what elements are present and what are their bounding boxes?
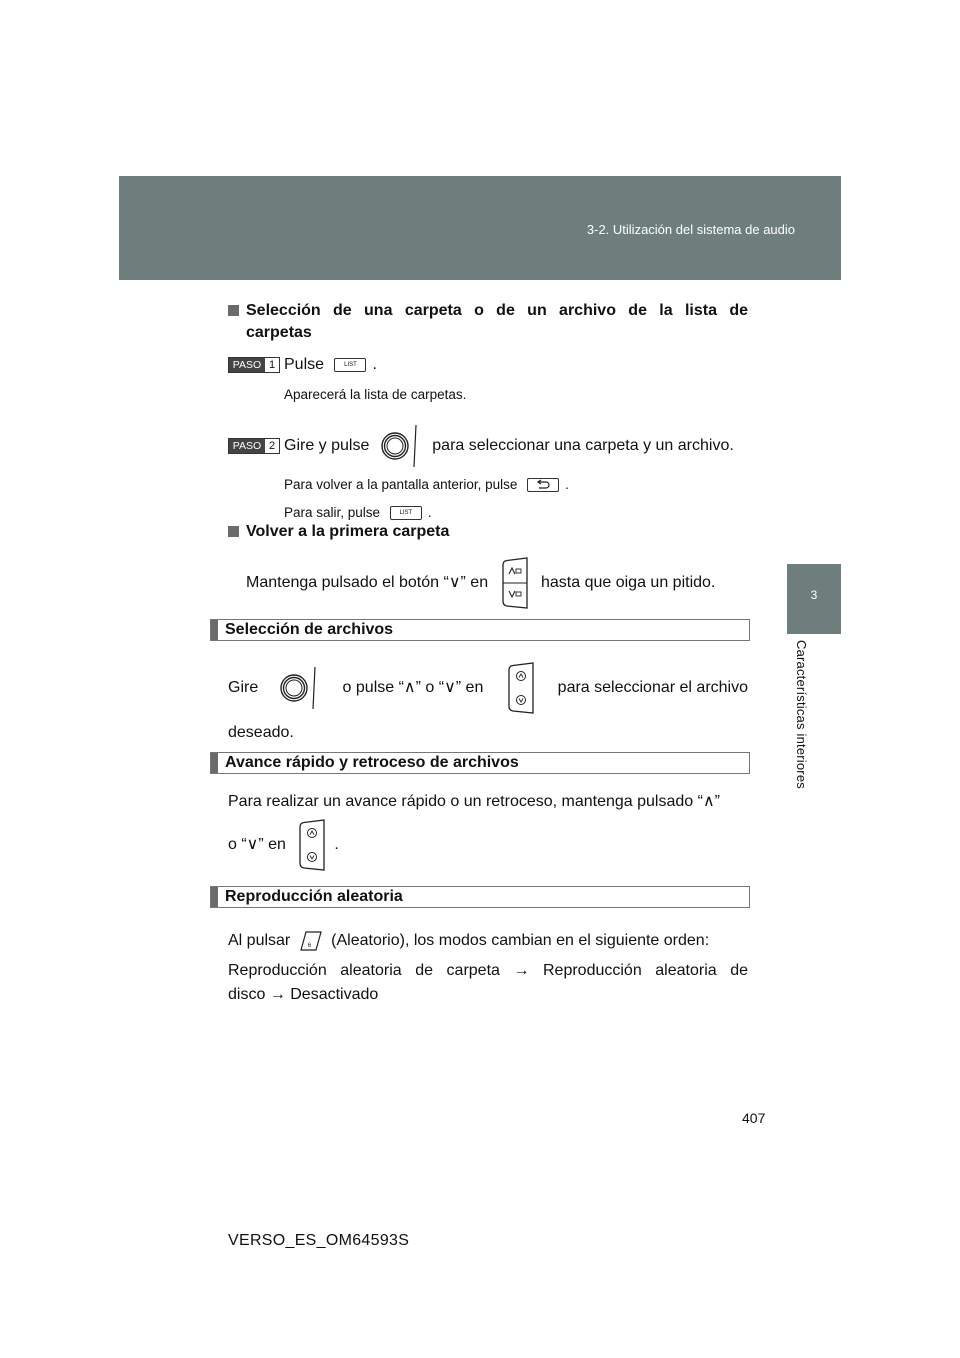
step-1-note: Aparecerá la lista de carpetas. [284,387,467,402]
step-2: PASO 2 Gire y pulse para seleccionar una carpeta y un archivo. [228,422,748,470]
fast-forward-line2: o “∨” en . [228,819,748,871]
list-button-icon: LIST [334,358,366,372]
random-line1: Al pulsar 6 (Aleatorio), los modos cambian en el siguiente orden: [228,928,748,954]
section-title: 3-2. Utilización del sistema de audio [586,222,795,237]
document-id: VERSO_ES_OM64593S [228,1232,410,1249]
section-bar-file-select [210,619,750,641]
section-title-random: Reproducción aleatoria [225,888,403,905]
step-1-badge [228,357,280,373]
section-bar-marker [211,753,218,773]
folder-select-heading-line1: Selección de una carpeta o de un archivo de la lista de [246,302,748,319]
preset-6-button-icon: 6 [299,930,323,952]
chapter-label-text: Características interiores [794,640,809,789]
section-bar-random [210,886,750,908]
chapter-label [794,640,834,870]
section-title-file-select: Selección de archivos [225,621,394,638]
file-select-line1: Gire o pulse “∧” o “∨” en para seleccionar el archivo [228,660,748,716]
square-bullet-icon [228,305,239,316]
step-2-text: Gire y pulse [284,437,370,454]
random-line2: Reproducción aleatoria de carpeta → Reproducción aleatoria de [228,962,748,979]
tune-knob-icon [378,423,424,469]
fast-forward-body [228,791,748,871]
first-folder-section [228,521,748,609]
steering-rocker-icon [499,557,531,609]
step-2-note-2: Para salir, pulse LIST . [284,505,432,520]
list-button-icon: LIST [390,506,422,520]
first-folder-text: Mantenga pulsado el botón “∨” en hasta que oiga un pitido. [228,557,748,609]
section-title-fast-forward: Avance rápido y retroceso de archivos [225,754,519,771]
chapter-number: 3 [810,588,818,602]
page-number: 407 [742,1110,766,1126]
section-bar-marker [211,887,218,907]
folder-select-heading-line2: carpetas [246,324,312,341]
random-line3: disco → Desactivado [228,986,379,1003]
step-badge-number: 1 [268,359,276,371]
folder-select-heading [228,300,748,344]
square-bullet-icon [228,526,239,537]
first-folder-heading: Volver a la primera carpeta [228,521,748,543]
section-bar-marker [211,620,218,640]
fast-forward-line1: Para realizar un avance rápido o un retroceso, mantenga pulsado “∧” [228,793,720,810]
step-1: PASO 1 Pulse LIST . [228,354,748,376]
step-badge-number: 2 [268,440,276,452]
step-1-text: Pulse [284,356,325,373]
chapter-tab [787,564,841,634]
tune-knob-icon [277,665,323,711]
header-band [119,176,841,280]
up-down-rocker-icon [505,662,537,714]
step-badge-label: PASO [229,358,265,372]
file-select-line2: deseado. [228,724,294,741]
file-select-body [228,660,748,744]
step-badge-label: PASO [229,439,265,453]
section-bar-fast-forward [210,752,750,774]
step-2-note-1: Para volver a la pantalla anterior, pulse . [284,477,569,492]
random-body [228,928,748,1006]
back-button-icon [527,478,559,492]
up-down-rocker-icon [296,819,328,871]
step-2-badge [228,438,280,454]
folder-select-section [228,300,748,522]
